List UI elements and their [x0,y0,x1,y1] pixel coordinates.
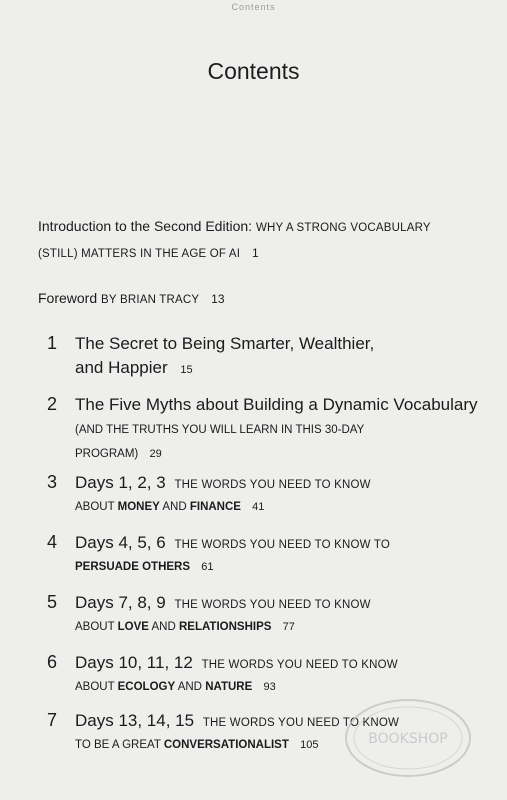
subtitle-topic-1: MONEY [117,501,160,513]
chapter-number: 2 [47,394,58,414]
chapter-subtitle [75,554,213,580]
chapter-subtitle [75,614,295,640]
subtitle-conjunction: AND [151,621,176,633]
bookshop-stamp-watermark [338,688,478,788]
chapter-title-text: and Happier [75,358,168,377]
chapter-title [75,710,399,734]
chapter-tagline: THE WORDS YOU NEED TO KNOW [174,599,371,611]
chapter-tagline: THE WORDS YOU NEED TO KNOW [174,479,371,491]
chapter-subtitle-text: PROGRAM) [75,448,139,460]
chapter-number: 4 [47,532,58,552]
subtitle-topic-1: LOVE [117,621,149,633]
subtitle-prefix: ABOUT [75,501,115,513]
chapter-days: Days 4, 5, 6 [75,533,166,552]
subtitle-prefix: TO BE A GREAT [75,739,161,751]
chapter-number: 6 [47,652,58,672]
chapter-title-line1: The Secret to Being Smarter, Wealthier, [75,334,375,353]
chapter-subtitle-line1: (AND THE TRUTHS YOU WILL LEARN IN THIS 30-DAY [75,424,365,436]
chapter-days: Days 1, 2, 3 [75,473,166,492]
subtitle-conjunction: AND [177,681,202,693]
page-title: Contents [207,58,300,84]
subtitle-prefix: ABOUT [75,621,115,633]
chapter-number: 5 [47,592,58,612]
toc-introduction-page: 1 [252,246,259,260]
toc-foreword [38,286,225,312]
chapter-page: 15 [180,364,193,376]
chapter-title [75,592,371,616]
chapter-tagline: THE WORDS YOU NEED TO KNOW [202,717,400,729]
toc-introduction-line1 [38,214,431,240]
chapter-days: Days 10, 11, 12 [75,653,193,672]
subtitle-conjunction: AND [162,501,187,513]
chapter-subtitle [75,732,318,758]
toc-foreword-lead: Foreword [38,290,98,306]
subtitle-topic-2: NATURE [205,681,253,693]
toc-foreword-page: 13 [211,292,225,306]
chapter-title [75,532,390,556]
chapter-page: 93 [263,681,276,693]
chapter-subtitle-line2 [75,441,162,467]
chapter-title-line2 [75,357,193,381]
chapter-number: 7 [47,710,58,730]
chapter-number: 3 [47,472,58,492]
chapter-tagline: THE WORDS YOU NEED TO KNOW [201,659,398,671]
toc-introduction [38,214,431,266]
toc-foreword-author: BY BRIAN TRACY [101,294,200,306]
subtitle-topic-1: PERSUADE OTHERS [75,561,191,573]
chapter-days: Days 7, 8, 9 [75,593,166,612]
subtitle-topic-1: CONVERSATIONALIST [163,739,289,751]
subtitle-topic-1: ECOLOGY [117,681,176,693]
chapter-tagline: THE WORDS YOU NEED TO KNOW TO [174,539,391,551]
toc-introduction-subtitle-1: WHY A STRONG VOCABULARY [255,222,431,234]
chapter-title [75,652,398,676]
chapter-page: 41 [252,501,265,513]
chapter-subtitle [75,494,264,520]
toc-introduction-line2 [38,240,431,266]
toc-introduction-subtitle-2: (STILL) MATTERS IN THE AGE OF AI [38,248,241,260]
chapter-page: 105 [300,739,319,751]
stamp-text: BOOKSHOP [368,731,448,747]
subtitle-topic-2: RELATIONSHIPS [178,621,272,633]
chapter-page: 29 [149,448,162,460]
subtitle-topic-2: FINANCE [189,501,241,513]
toc-introduction-lead: Introduction to the Second Edition: [38,218,253,234]
chapter-page: 77 [282,621,295,633]
chapter-title [75,472,371,496]
running-head: Contents [231,2,276,12]
chapter-subtitle [75,674,276,700]
chapter-days: Days 13, 14, 15 [75,711,195,730]
subtitle-prefix: ABOUT [75,681,115,693]
chapter-page: 61 [201,561,214,573]
chapter-title: The Five Myths about Building a Dynamic Vocabulary [75,395,478,414]
chapter-number: 1 [47,333,58,353]
